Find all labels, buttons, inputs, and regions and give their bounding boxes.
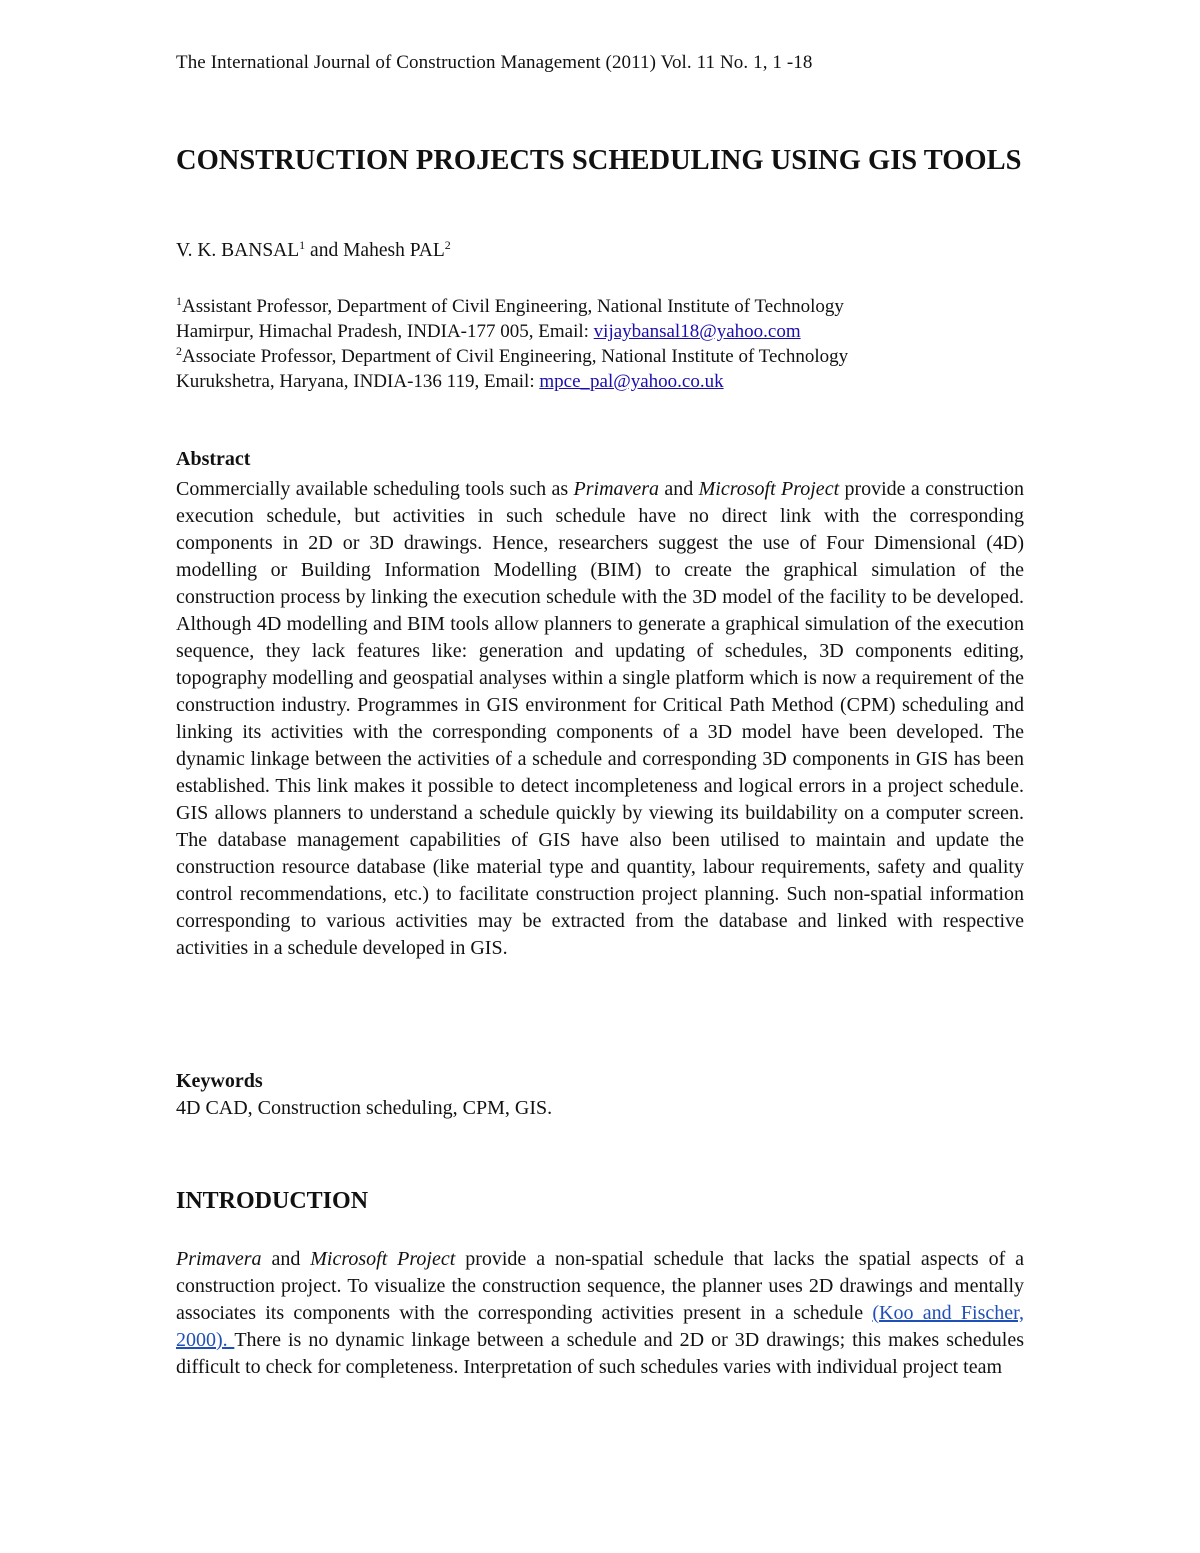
keywords-text: 4D CAD, Construction scheduling, CPM, GIS.	[176, 1097, 553, 1119]
citation-koo-fischer-2000[interactable]: (Koo and Fischer, 2000).	[176, 1302, 1024, 1351]
affiliation-1-line-2	[176, 319, 1024, 344]
affiliation-1-marker: 1	[176, 294, 182, 308]
keywords-heading: Keywords	[176, 1070, 263, 1092]
email-link-bansal[interactable]: vijaybansal18@yahoo.com	[593, 321, 801, 342]
affiliation-2-line-2	[176, 369, 1024, 394]
intro-text-part-2: There is no dynamic linkage between a schedule and 2D or 3D drawings; this makes schedules difficult to check for completeness. Interpretation of such schedules varies with individual project team	[176, 1329, 1024, 1378]
intro-connector: and	[261, 1248, 311, 1270]
abstract-body: provide a construction execution schedule, but activities in such schedule have no direct link with the corresponding components in 2D or 3D drawings. Hence, researchers suggest the use of Four Dimensional (4D) modelling or Building Information Modelling (BIM) to create the graphical simulation of the construction process by linking the execution schedule with the 3D model of the facility to be developed. Although 4D modelling and BIM tools allow planners to generate a graphical simulation of the execution sequence, they lack features like: generation and updating of schedules, 3D components editing, topography modelling and geospatial analyses within a single platform which is now a requirement of the construction industry. Programmes in GIS environment for Critical Path Method (CPM) scheduling and linking its activities with the corresponding components of a 3D model have been developed. The dynamic linkage between the activities of a schedule and corresponding 3D components in GIS has been established. This link makes it possible to detect incompleteness and logical errors in a project schedule. GIS allows planners to understand a schedule quickly by viewing its buildability on a computer screen. The database management capabilities of GIS have also been utilised to maintain and update the construction resource database (like material type and quantity, labour requirements, safety and quality control recommendations, etc.) to facilitate construction project planning. Such non-spatial information corresponding to various activities may be extracted from the database and linked with respective activities in a schedule developed in GIS.	[176, 478, 1024, 959]
affiliation-2-address: Kurukshetra, Haryana, INDIA-136 119, Email:	[176, 371, 540, 392]
intro-term-primavera: Primavera	[176, 1248, 262, 1270]
affiliation-1-line-1	[176, 294, 1024, 319]
affiliation-1-address: Hamirpur, Himachal Pradesh, INDIA-177 005, Email:	[176, 321, 594, 342]
affiliation-2-line-1	[176, 344, 1024, 369]
affiliations	[176, 294, 1024, 394]
abstract-connector: and	[659, 478, 699, 500]
author-2: Mahesh PAL	[343, 240, 445, 261]
affiliation-2-marker: 2	[176, 344, 182, 358]
abstract-term-primavera: Primavera	[573, 478, 660, 500]
affiliation-2-text: Associate Professor, Department of Civil Engineering, National Institute of Technology	[182, 346, 849, 367]
affiliation-1-text: Assistant Professor, Department of Civil Engineering, National Institute of Technology	[182, 296, 844, 317]
author-1-affil-marker: 1	[299, 238, 306, 252]
abstract-text	[176, 476, 1024, 962]
abstract-heading: Abstract	[176, 448, 251, 470]
intro-text-part-1: provide a non-spatial schedule that lacks the spatial aspects of a construction project. To visualize the construction sequence, the planner uses 2D drawings and mentally associates its components with the corresponding activities present in a schedule	[176, 1248, 1025, 1324]
author-line	[176, 240, 451, 262]
running-head: The International Journal of Construction Management (2011) Vol. 11 No. 1, 1 -18	[176, 52, 813, 73]
author-1: V. K. BANSAL	[176, 240, 300, 261]
author-connector: and	[305, 240, 344, 261]
author-2-affil-marker: 2	[444, 238, 451, 252]
abstract-term-ms-project: Microsoft Project	[698, 478, 840, 500]
email-link-pal[interactable]: mpce_pal@yahoo.co.uk	[539, 371, 724, 392]
abstract-lead: Commercially available scheduling tools such as	[176, 478, 574, 500]
introduction-text	[176, 1246, 1024, 1381]
intro-term-ms-project: Microsoft Project	[310, 1248, 456, 1270]
paper-title: CONSTRUCTION PROJECTS SCHEDULING USING GIS TOOLS	[176, 145, 1022, 176]
introduction-heading: INTRODUCTION	[176, 1188, 369, 1214]
